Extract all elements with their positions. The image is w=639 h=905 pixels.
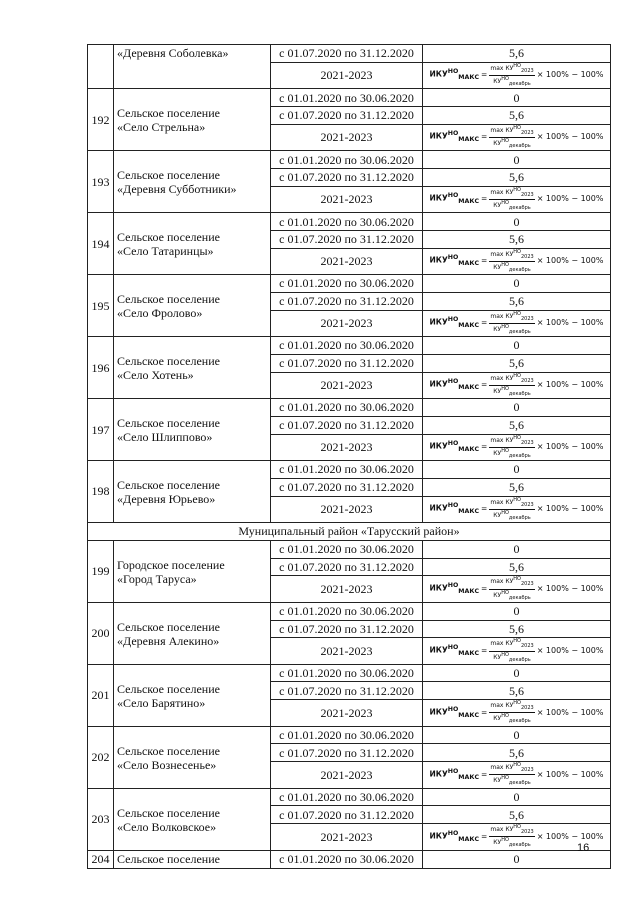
table-row: [88, 45, 611, 63]
value-cell: 5,6: [423, 292, 611, 310]
period-cell: 2021-2023: [271, 248, 423, 274]
settlement-name: «Деревня Алекино»: [117, 633, 220, 648]
settlement-name: «Село Стрельна»: [117, 120, 206, 135]
period-cell: 2021-2023: [271, 124, 423, 150]
value-cell: 5,6: [423, 620, 611, 638]
period-cell: 2021-2023: [271, 700, 423, 726]
growth-formula: $ИКУ^{НО}_{МАКС}$ = $\frac{\max КУ^{НО}_{2023}}{КУ^{НО}_{декабрь}}$ × 100% − 100%: [429, 124, 604, 150]
tariff-table-body: [88, 45, 611, 869]
formula-cell: [423, 62, 611, 88]
growth-formula: $ИКУ^{НО}_{МАКС}$ = $\frac{\max КУ^{НО}_{2023}}{КУ^{НО}_{декабрь}}$ × 100% − 100%: [429, 576, 604, 601]
period-cell: с 01.07.2020 по 31.12.2020: [271, 168, 423, 186]
row-number-cell: 198: [88, 460, 114, 522]
formula-cell: [423, 496, 611, 522]
row-number-cell: 197: [88, 399, 114, 461]
period-cell: с 01.07.2020 по 31.12.2020: [271, 806, 423, 824]
value-cell: 0: [423, 788, 611, 806]
table-row: [88, 399, 611, 417]
period-cell: с 01.01.2020 по 30.06.2020: [271, 213, 423, 231]
period-cell: с 01.01.2020 по 30.06.2020: [271, 540, 423, 558]
period-cell: с 01.07.2020 по 31.12.2020: [271, 292, 423, 310]
value-cell: 0: [423, 850, 611, 869]
settlement-name: «Село Фролово»: [117, 306, 203, 321]
period-cell: 2021-2023: [271, 638, 423, 664]
settlement-type: Сельское поселение: [117, 106, 220, 121]
settlement-type: Сельское поселение: [117, 805, 220, 820]
region-header-row: [88, 522, 611, 540]
period-cell: 2021-2023: [271, 434, 423, 460]
settlement-name-cell: [114, 726, 271, 788]
growth-formula: $ИКУ^{НО}_{МАКС}$ = $\frac{\max КУ^{НО}_{2023}}{КУ^{НО}_{декабрь}}$ × 100% − 100%: [429, 824, 604, 849]
settlement-name-cell: [114, 664, 271, 726]
settlement-name: «Город Таруса»: [117, 571, 197, 586]
formula-cell: [423, 638, 611, 664]
period-cell: с 01.07.2020 по 31.12.2020: [271, 354, 423, 372]
growth-formula: $ИКУ^{НО}_{МАКС}$ = $\frac{\max КУ^{НО}_{2023}}{КУ^{НО}_{декабрь}}$ × 100% − 100%: [429, 762, 604, 787]
settlement-type: Сельское поселение: [117, 354, 220, 369]
period-cell: 2021-2023: [271, 372, 423, 398]
settlement-name: «Село Татаринцы»: [117, 244, 214, 259]
value-cell: 0: [423, 664, 611, 682]
value-cell: 5,6: [423, 45, 611, 63]
table-row: [88, 788, 611, 806]
row-number-cell: 194: [88, 213, 114, 275]
settlement-name-cell: [114, 151, 271, 213]
region-header: Муниципальный район «Тарусский район»: [88, 522, 611, 540]
page-number: 16: [577, 842, 590, 854]
settlement-name: «Деревня Юрьево»: [117, 491, 216, 506]
value-cell: 5,6: [423, 478, 611, 496]
value-cell: 0: [423, 151, 611, 169]
settlement-type: Городское поселение: [117, 557, 225, 572]
formula-cell: [423, 700, 611, 726]
table-row: [88, 664, 611, 682]
table-row: [88, 213, 611, 231]
settlement-name-cell: [114, 275, 271, 337]
value-cell: 0: [423, 540, 611, 558]
period-cell: с 01.01.2020 по 30.06.2020: [271, 460, 423, 478]
settlement-type: Сельское поселение: [117, 681, 220, 696]
row-number-cell: 203: [88, 788, 114, 850]
period-cell: с 01.07.2020 по 31.12.2020: [271, 620, 423, 638]
growth-formula: $ИКУ^{НО}_{МАКС}$ = $\frac{\max КУ^{НО}_{2023}}{КУ^{НО}_{декабрь}}$ × 100% − 100%: [429, 186, 604, 212]
value-cell: 5,6: [423, 354, 611, 372]
settlement-type: Сельское поселение: [117, 416, 220, 430]
value-cell: 0: [423, 89, 611, 107]
row-number-cell: 204: [88, 850, 114, 869]
formula-cell: [423, 434, 611, 460]
period-cell: 2021-2023: [271, 62, 423, 88]
period-cell: с 01.01.2020 по 30.06.2020: [271, 151, 423, 169]
period-cell: с 01.01.2020 по 30.06.2020: [271, 89, 423, 107]
value-cell: 5,6: [423, 106, 611, 124]
period-cell: с 01.01.2020 по 30.06.2020: [271, 337, 423, 355]
row-number-cell: 195: [88, 275, 114, 337]
table-row: [88, 460, 611, 478]
period-cell: с 01.01.2020 по 30.06.2020: [271, 788, 423, 806]
row-number-cell: 200: [88, 602, 114, 664]
formula-cell: [423, 248, 611, 274]
settlement-name-cell: [114, 540, 271, 602]
settlement-type: Сельское поселение: [117, 168, 220, 183]
period-cell: с 01.07.2020 по 31.12.2020: [271, 45, 423, 63]
settlement-type: Сельское поселение: [117, 477, 220, 492]
value-cell: 5,6: [423, 230, 611, 248]
table-row: [88, 151, 611, 169]
row-number-cell: 192: [88, 89, 114, 151]
period-cell: с 01.07.2020 по 31.12.2020: [271, 682, 423, 700]
settlement-name-cell: [114, 602, 271, 664]
growth-formula: $ИКУ^{НО}_{МАКС}$ = $\frac{\max КУ^{НО}_{2023}}{КУ^{НО}_{декабрь}}$ × 100% − 100%: [429, 310, 604, 336]
table-row: [88, 275, 611, 293]
growth-formula: $ИКУ^{НО}_{МАКС}$ = $\frac{\max КУ^{НО}_{2023}}{КУ^{НО}_{декабрь}}$ × 100% − 100%: [429, 700, 604, 725]
period-cell: с 01.07.2020 по 31.12.2020: [271, 558, 423, 576]
row-number-cell: 199: [88, 540, 114, 602]
row-number-cell: 196: [88, 337, 114, 399]
period-cell: с 01.07.2020 по 31.12.2020: [271, 744, 423, 762]
row-number-cell: [88, 45, 114, 89]
value-cell: 0: [423, 602, 611, 620]
table-row: [88, 540, 611, 558]
formula-cell: [423, 124, 611, 150]
table-row: [88, 726, 611, 744]
growth-formula: $ИКУ^{НО}_{МАКС}$ = $\frac{\max КУ^{НО}_{2023}}{КУ^{НО}_{декабрь}}$ × 100% − 100%: [429, 62, 604, 88]
period-cell: 2021-2023: [271, 762, 423, 788]
growth-formula: $ИКУ^{НО}_{МАКС}$ = $\frac{\max КУ^{НО}_{2023}}{КУ^{НО}_{декабрь}}$ × 100% − 100%: [429, 434, 604, 459]
period-cell: 2021-2023: [271, 824, 423, 850]
value-cell: 0: [423, 275, 611, 293]
settlement-name-cell: Сельское поселение: [114, 850, 271, 869]
period-cell: с 01.01.2020 по 30.06.2020: [271, 275, 423, 293]
row-number-cell: 202: [88, 726, 114, 788]
settlement-name-cell: [114, 337, 271, 399]
period-cell: с 01.01.2020 по 30.06.2020: [271, 850, 423, 869]
settlement-name-cell: «Деревня Соболевка»: [114, 45, 271, 89]
settlement-name-cell: [114, 460, 271, 522]
period-cell: с 01.07.2020 по 31.12.2020: [271, 106, 423, 124]
formula-cell: [423, 186, 611, 212]
settlement-name-cell: [114, 399, 271, 461]
settlement-type: Сельское поселение: [117, 292, 220, 307]
table-row: [88, 602, 611, 620]
value-cell: 0: [423, 337, 611, 355]
value-cell: 0: [423, 460, 611, 478]
period-cell: с 01.07.2020 по 31.12.2020: [271, 230, 423, 248]
period-cell: с 01.01.2020 по 30.06.2020: [271, 602, 423, 620]
row-number-cell: 193: [88, 151, 114, 213]
period-cell: 2021-2023: [271, 576, 423, 602]
settlement-name: «Село Шлиппово»: [117, 430, 213, 444]
growth-formula: $ИКУ^{НО}_{МАКС}$ = $\frac{\max КУ^{НО}_{2023}}{КУ^{НО}_{декабрь}}$ × 100% − 100%: [429, 496, 604, 521]
value-cell: 5,6: [423, 168, 611, 186]
settlement-name: «Село Вознесенье»: [117, 757, 217, 772]
settlement-name-cell: [114, 213, 271, 275]
period-cell: с 01.07.2020 по 31.12.2020: [271, 416, 423, 434]
row-number-cell: 201: [88, 664, 114, 726]
period-cell: с 01.01.2020 по 30.06.2020: [271, 726, 423, 744]
settlement-name: «Деревня Субботники»: [117, 182, 237, 197]
table-row: [88, 89, 611, 107]
formula-cell: [423, 576, 611, 602]
period-cell: 2021-2023: [271, 496, 423, 522]
formula-cell: [423, 310, 611, 336]
value-cell: 5,6: [423, 744, 611, 762]
period-cell: с 01.07.2020 по 31.12.2020: [271, 478, 423, 496]
value-cell: 5,6: [423, 416, 611, 434]
settlement-name-cell: [114, 89, 271, 151]
formula-cell: [423, 372, 611, 398]
value-cell: 0: [423, 726, 611, 744]
settlement-name: «Село Волковское»: [117, 819, 217, 834]
value-cell: 0: [423, 399, 611, 417]
settlement-name: «Село Хотень»: [117, 368, 194, 383]
growth-formula: $ИКУ^{НО}_{МАКС}$ = $\frac{\max КУ^{НО}_{2023}}{КУ^{НО}_{декабрь}}$ × 100% − 100%: [429, 638, 604, 663]
settlement-name-cell: [114, 788, 271, 850]
formula-cell: [423, 762, 611, 788]
period-cell: 2021-2023: [271, 310, 423, 336]
value-cell: 5,6: [423, 806, 611, 824]
settlement-type: Сельское поселение: [117, 743, 220, 758]
table-row: [88, 850, 611, 869]
tariff-table: [87, 44, 611, 869]
value-cell: 5,6: [423, 558, 611, 576]
settlement-name: «Село Барятино»: [117, 695, 206, 710]
value-cell: 5,6: [423, 682, 611, 700]
value-cell: 0: [423, 213, 611, 231]
period-cell: с 01.01.2020 по 30.06.2020: [271, 399, 423, 417]
period-cell: с 01.01.2020 по 30.06.2020: [271, 664, 423, 682]
table-row: [88, 337, 611, 355]
growth-formula: $ИКУ^{НО}_{МАКС}$ = $\frac{\max КУ^{НО}_{2023}}{КУ^{НО}_{декабрь}}$ × 100% − 100%: [429, 248, 604, 274]
settlement-type: Сельское поселение: [117, 230, 220, 245]
period-cell: 2021-2023: [271, 186, 423, 212]
settlement-type: Сельское поселение: [117, 619, 220, 634]
growth-formula: $ИКУ^{НО}_{МАКС}$ = $\frac{\max КУ^{НО}_{2023}}{КУ^{НО}_{декабрь}}$ × 100% − 100%: [429, 372, 604, 398]
